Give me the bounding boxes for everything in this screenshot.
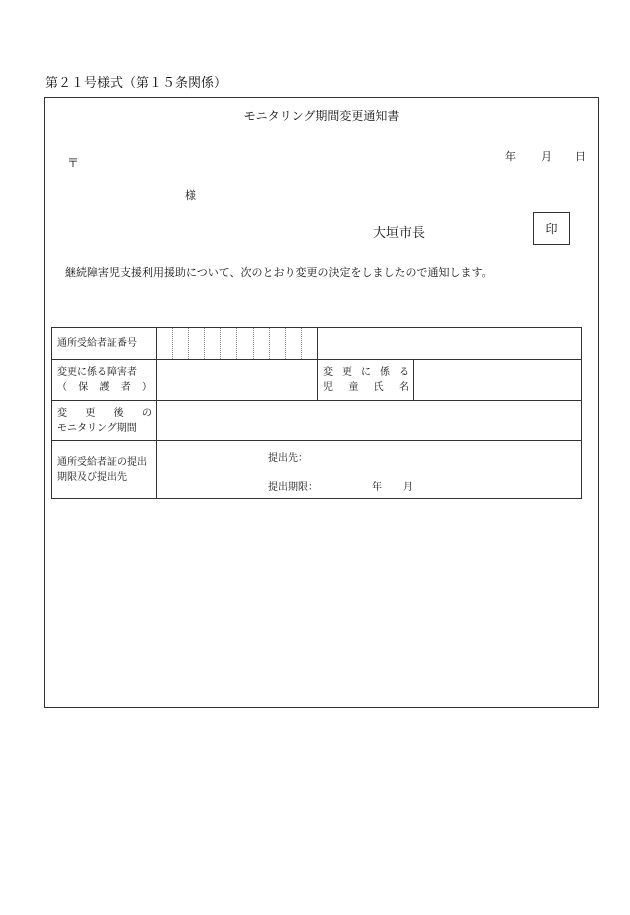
digit-box[interactable] [221, 328, 237, 359]
deadline-label: 通所受給者証の提出 期限及び提出先 [52, 441, 157, 499]
postal-mark: 〒 [67, 156, 80, 170]
date-year-label: 年 [505, 150, 516, 163]
guardian-name-field[interactable] [157, 360, 318, 401]
notice-document [44, 97, 599, 708]
deadline-month-label: 月 [403, 482, 413, 493]
table-row [52, 360, 582, 401]
digit-box[interactable] [189, 328, 205, 359]
seal-box [533, 212, 570, 245]
recipient-cert-number-field[interactable] [157, 328, 318, 360]
monitoring-period-field[interactable] [157, 401, 582, 441]
document-title: モニタリング期間変更通知書 [243, 109, 400, 123]
submit-to-label: 提出先： [268, 453, 308, 464]
table-row [52, 401, 582, 441]
submit-deadline-label: 提出期限： [268, 482, 318, 493]
digit-box[interactable] [237, 328, 253, 359]
digit-box[interactable] [270, 328, 286, 359]
date-month-label: 月 [541, 150, 552, 163]
addressee-suffix: 様 [185, 189, 196, 202]
blank-cell [318, 328, 582, 360]
deadline-field[interactable] [157, 441, 582, 499]
guardian-label: 変更に係る障害者 （ 保 護 者 ） [52, 360, 157, 401]
digit-box[interactable] [157, 328, 173, 359]
details-table [51, 327, 582, 499]
digit-box[interactable] [254, 328, 270, 359]
seal-label: 印 [545, 222, 558, 236]
form-number: 第２１号様式（第１５条関係） [45, 76, 228, 91]
recipient-cert-label: 通所受給者証番号 [52, 328, 157, 360]
digit-box[interactable] [286, 328, 302, 359]
monitoring-period-label: 変 更 後 の モニタリング期間 [52, 401, 157, 441]
deadline-year-label: 年 [372, 482, 382, 493]
notice-text: 継続障害児支援利用援助について、次のとおり変更の決定をしましたので通知します。 [65, 266, 493, 279]
table-row [52, 441, 582, 499]
issuer-name: 大垣市長 [373, 226, 426, 241]
digit-box[interactable] [173, 328, 189, 359]
digit-box[interactable] [302, 328, 317, 359]
digit-boxes [157, 328, 317, 359]
digit-box[interactable] [205, 328, 221, 359]
child-name-label: 変 更 に 係 る 児 童 氏 名 [318, 360, 414, 401]
date-day-label: 日 [575, 150, 586, 163]
table-row [52, 328, 582, 360]
child-name-field[interactable] [414, 360, 582, 401]
